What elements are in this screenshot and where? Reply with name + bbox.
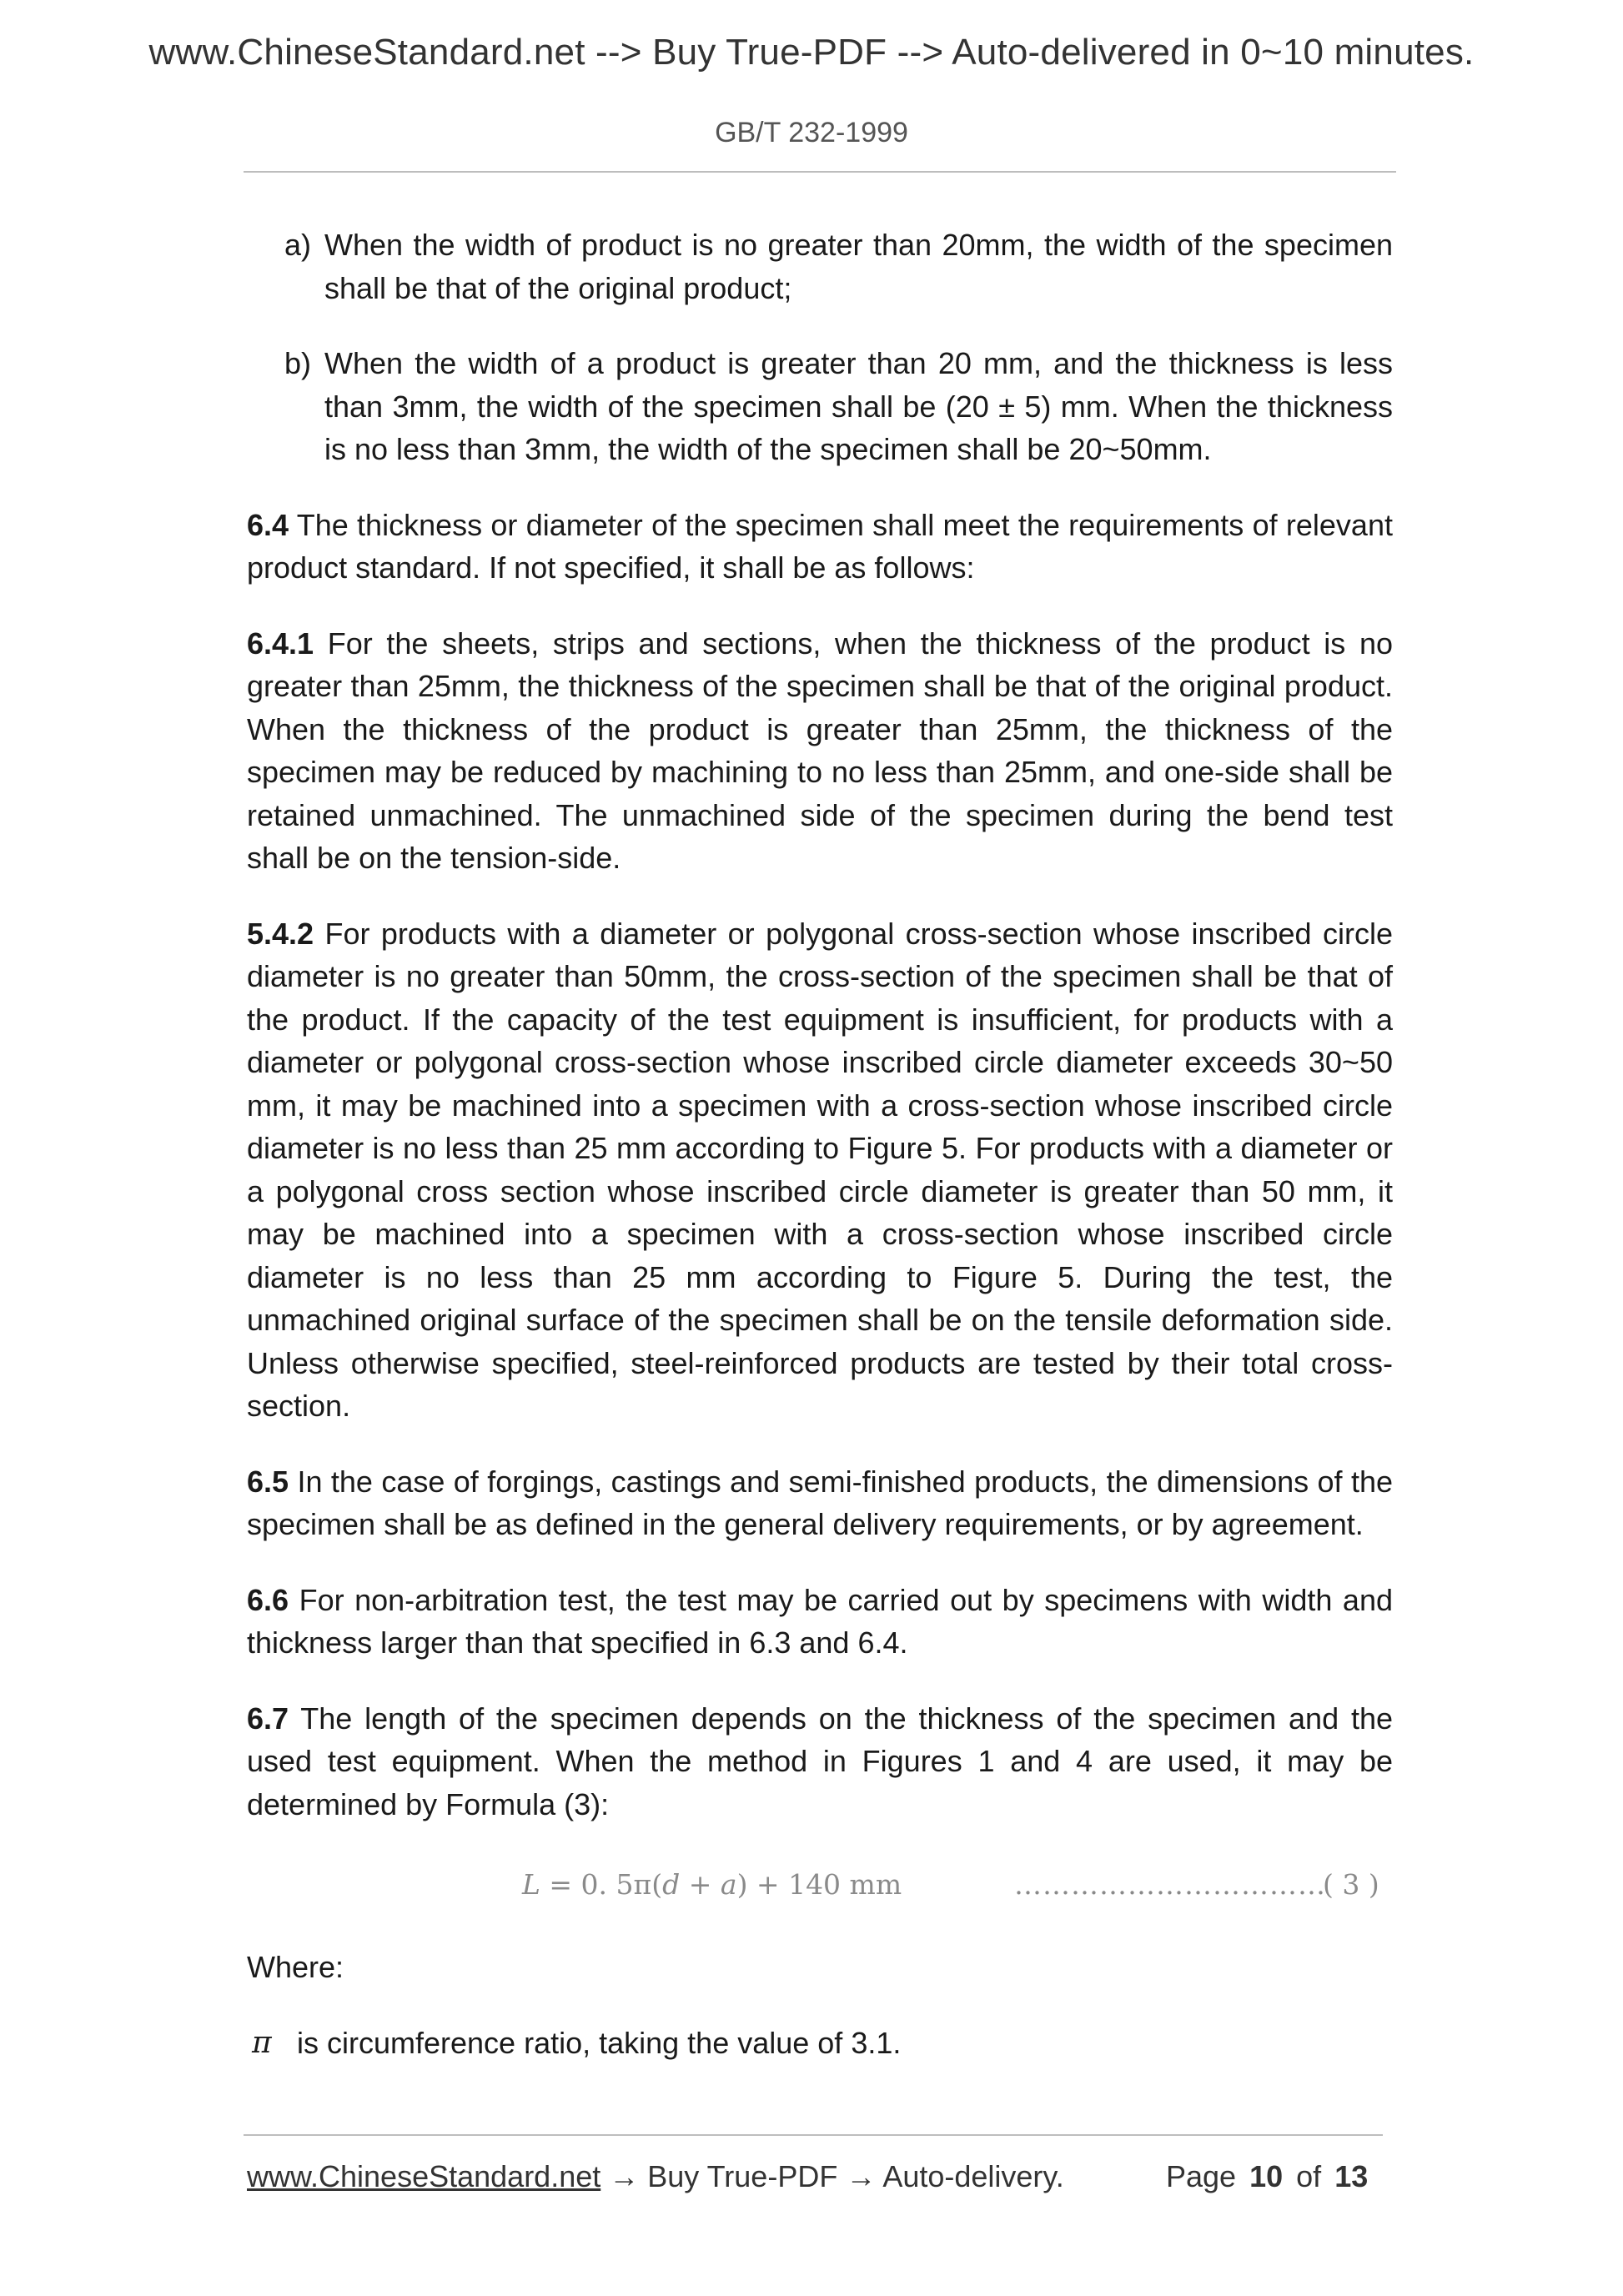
clause-text: The thickness or diameter of the specimen shall meet the requirements of relevant product standard. If not specified, it shall be as follows:: [247, 507, 1393, 585]
list-item-a: [247, 224, 1393, 309]
formula-var-a: a: [720, 1868, 737, 1901]
formula-plus: +: [680, 1868, 721, 1901]
where-label: Where:: [247, 1950, 344, 1984]
page-indicator: [1166, 2159, 1368, 2194]
clause-number: 6.5: [247, 1464, 289, 1499]
clause-6-5: [247, 1460, 1393, 1546]
list-item-a-text: When the width of product is no greater than 20mm, the width of the specimen shall be that of the original product;: [324, 228, 1393, 305]
clause-6-4: [247, 504, 1393, 590]
clause-text: For non-arbitration test, the test may be carried out by specimens with width and thickness larger than that specified in 6.3 and 6.4.: [247, 1582, 1393, 1660]
pi-definition-text: is circumference ratio, taking the value of 3.1.: [297, 2025, 902, 2060]
formula-var-d: d: [662, 1868, 681, 1901]
clause-6-4-1: [247, 622, 1393, 880]
where-pi-definition: [247, 2022, 1393, 2065]
clause-number: 6.4.1: [247, 625, 314, 661]
pi-symbol: π: [252, 2025, 272, 2060]
list-item-b-text: When the width of a product is greater than 20 mm, and the thickness is less than 3mm, the width of the specimen shall be (20 ± 5) mm. When the thickness is no less than 3mm, the width of the specimen shall be 20~50mm.: [324, 346, 1393, 466]
list-marker-b: b): [284, 346, 312, 380]
formula-3: [247, 1858, 1393, 1908]
footer-site-link[interactable]: www.ChineseStandard.net: [247, 2159, 601, 2193]
footer-links: [247, 2159, 1064, 2194]
page-total: 13: [1334, 2159, 1369, 2193]
formula-rhs-suffix: ) + 140 mm: [736, 1868, 902, 1901]
formula-lhs: L: [522, 1868, 540, 1901]
list-marker-a: a): [284, 228, 312, 262]
clause-6-6: [247, 1579, 1393, 1665]
clause-text: The length of the specimen depends on the thickness of the specimen and the used test equipment. When the method in Figures 1 and 4 are used, it may be determined by Formula (3):: [247, 1701, 1393, 1821]
top-banner: www.ChineseStandard.net --> Buy True-PDF --> Auto-delivered in 0~10 minutes.: [148, 32, 1475, 73]
footer-tail-text: → Buy True-PDF → Auto-delivery.: [600, 2159, 1064, 2193]
page-label: Page: [1166, 2159, 1237, 2193]
of-label: of: [1296, 2159, 1322, 2193]
clause-number: 6.7: [247, 1701, 289, 1736]
formula-rhs-prefix: = 0. 5π(: [549, 1868, 663, 1901]
footer-divider: [244, 2134, 1383, 2136]
formula-leader-dots: ……………………………: [1014, 1868, 1326, 1901]
document-body: [247, 224, 1393, 2064]
page-current: 10: [1249, 2159, 1284, 2193]
clause-number: 6.6: [247, 1582, 289, 1617]
clause-text: For the sheets, strips and sections, when the thickness of the product is no greater than 25mm, the thickness of the specimen shall be that of the original product. When the thickness of the product is greater than 25mm, the thickness of the specimen may be reduced by machining to no less than 25mm, and one-side shall be retained unmachined. The unmachined side of the specimen during the bend test shall be on the tension-side.: [247, 625, 1393, 875]
clause-text: For products with a diameter or polygonal cross-section whose inscribed circle diameter is no greater than 50mm, the cross-section of the specimen shall be that of the product. If the capacity of the test equipment is insufficient, for products with a diameter or polygonal cross-section whose inscribed circle diameter exceeds 30~50 mm, it may be machined into a specimen with a cross-section whose inscribed circle diameter is no less than 25 mm according to Figure 5. For products with a diameter or a polygonal cross section whose inscribed circle diameter is greater than 50 mm, it may be machined into a specimen with a cross-section whose inscribed circle diameter is no less than 25 mm according to Figure 5. During the test, the unmachined original surface of the specimen shall be on the tensile deformation side. Unless otherwise specified, steel-reinforced products are tested by their total cross-section.: [247, 916, 1393, 1423]
clause-number: 5.4.2: [247, 916, 314, 951]
header-divider: [244, 171, 1396, 173]
formula-number: ( 3 ): [1323, 1868, 1379, 1901]
clause-number: 6.4: [247, 507, 289, 542]
standard-code: GB/T 232-1999: [715, 117, 908, 148]
clause-text: In the case of forgings, castings and semi-finished products, the dimensions of the specimen shall be as defined in the general delivery requirements, or by agreement.: [247, 1464, 1393, 1541]
list-item-b: [247, 342, 1393, 471]
clause-5-4-2: [247, 912, 1393, 1428]
formula-expression: [522, 1863, 902, 1907]
clause-6-7: [247, 1697, 1393, 1826]
